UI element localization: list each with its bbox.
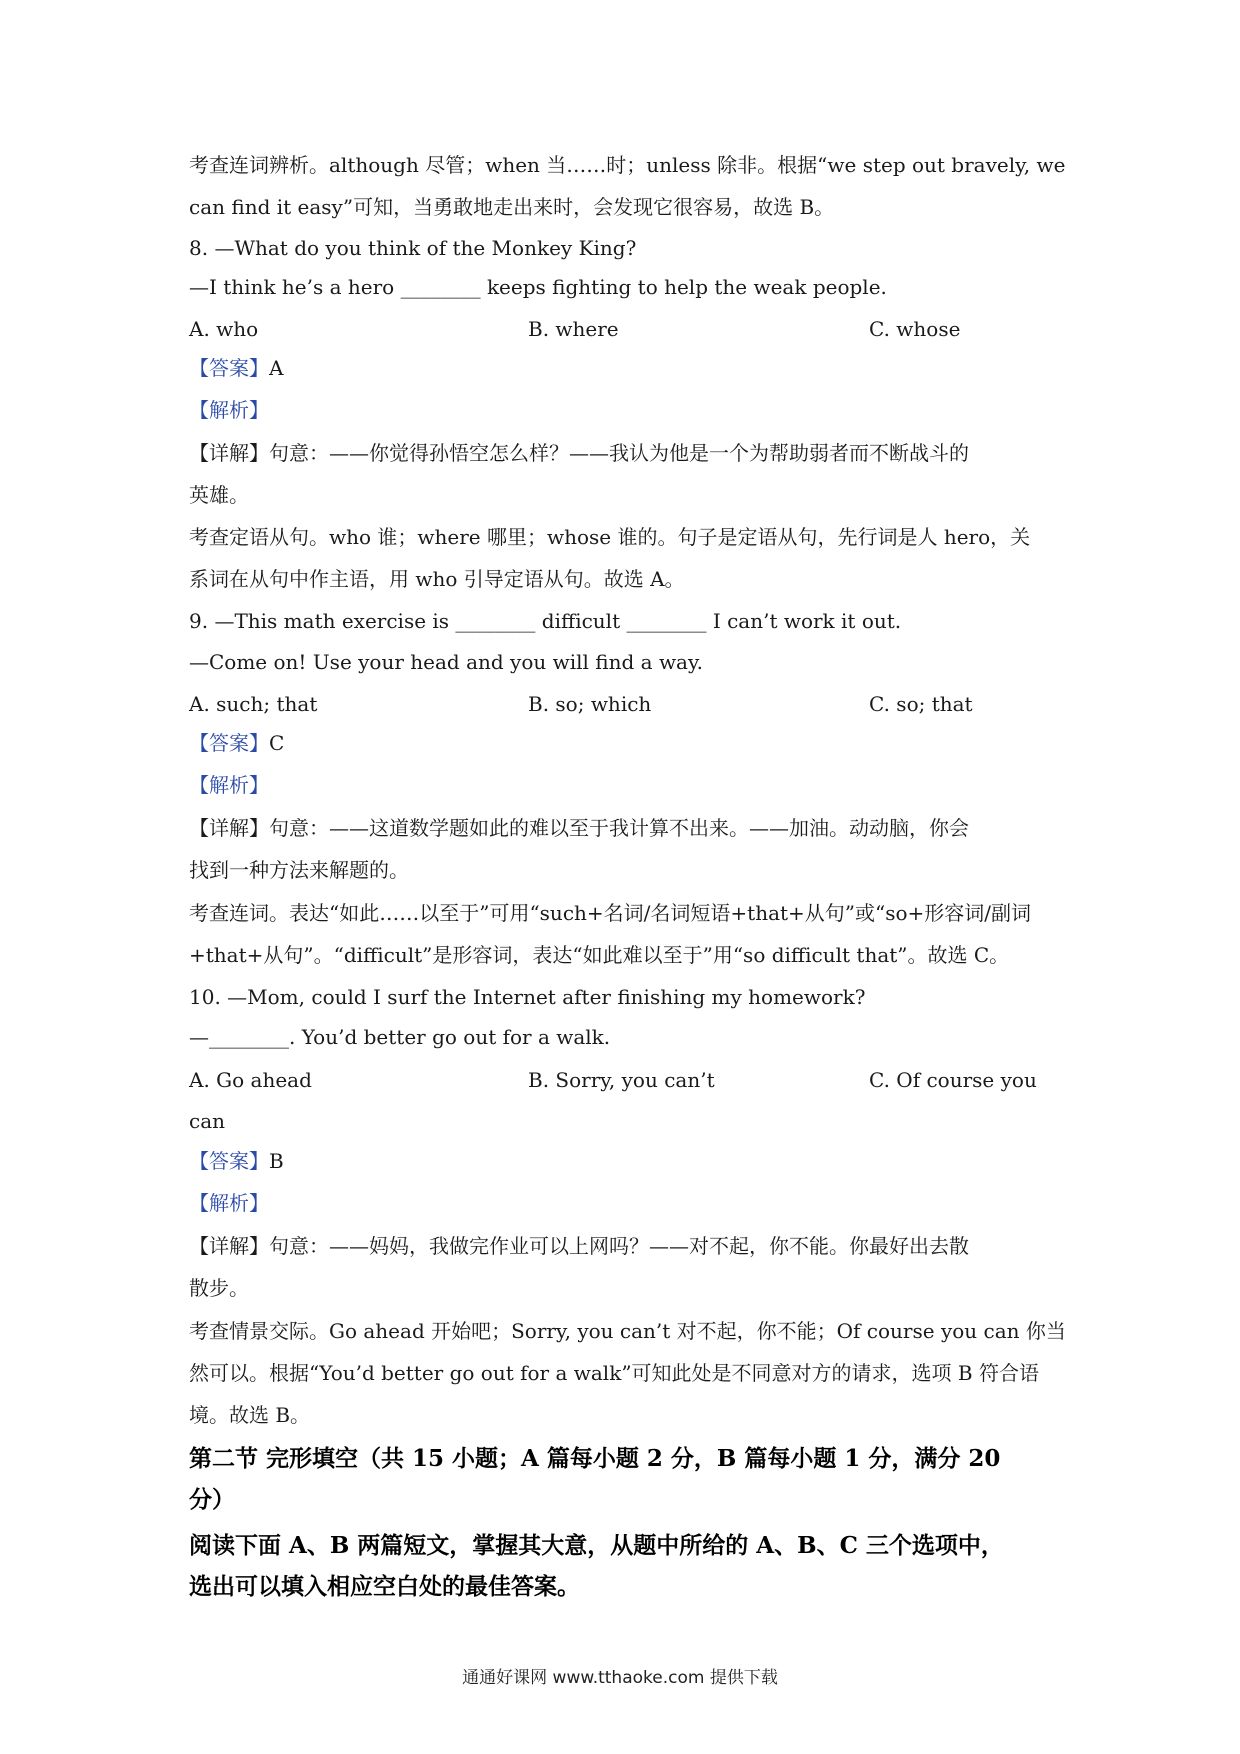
- answer-tag: 【答案】: [189, 731, 269, 755]
- q10-explanation-line1: 考查情景交际。Go ahead 开始吧；Sorry, you can’t 对不起，你不能；Of course you can 你当: [189, 1319, 1066, 1343]
- detail-tag: 【详解】: [189, 816, 269, 840]
- q9-question: 9. —This math exercise is ________ difficult ________ I can’t work it out.: [189, 609, 902, 633]
- section-heading-line2: 分）: [189, 1486, 235, 1513]
- q8-explanation-line2: 系词在从句中作主语，用 who 引导定语从句。故选 A。: [189, 567, 685, 591]
- q8-explanation-line1: 考查定语从句。who 谁；where 哪里；whose 谁的。句子是定语从句，先行词是人 hero，关: [189, 525, 1031, 549]
- section-instruction-line2: 选出可以填入相应空白处的最佳答案。: [189, 1573, 580, 1600]
- q7-explanation-line1: 考查连词辨析。although 尽管；when 当……时；unless 除非。根据“we step out bravely, we: [189, 153, 1066, 177]
- q10-option-a: A. Go ahead: [189, 1068, 312, 1092]
- q8-answer: [189, 354, 1069, 382]
- detail-tag: 【详解】: [189, 1234, 269, 1258]
- detail-text: 句意：——这道数学题如此的难以至于我计算不出来。——加油。动动脑，你会: [269, 816, 969, 840]
- detail-text: 句意：——妈妈，我做完作业可以上网吗？——对不起，你不能。你最好出去散: [269, 1234, 969, 1258]
- q8-detail-line2: 英雄。: [189, 483, 249, 507]
- q10-option-b: B. Sorry, you can’t: [528, 1068, 715, 1092]
- q7-explanation-line2: can find it easy”可知，当勇敢地走出来时，会发现它很容易，故选 B。: [189, 195, 835, 219]
- q9-detail-line2: 找到一种方法来解题的。: [189, 858, 409, 882]
- q10-answer: [189, 1147, 1069, 1175]
- q10-question: 10. —Mom, could I surf the Internet after finishing my homework?: [189, 985, 866, 1009]
- q9-analysis-tag: 【解析】: [189, 773, 269, 797]
- q10-question-line2: —________. You’d better go out for a walk.: [189, 1025, 611, 1049]
- q8-option-b: B. where: [528, 317, 619, 341]
- answer-value: B: [269, 1149, 284, 1173]
- q10-detail-line1: [189, 1232, 1069, 1260]
- q9-answer: [189, 729, 1069, 757]
- q10-analysis-tag: 【解析】: [189, 1191, 269, 1215]
- answer-tag: 【答案】: [189, 356, 269, 380]
- page-footer: 通通好课网 www.tthaoke.com 提供下载: [462, 1668, 778, 1688]
- q9-explanation-line2: +that+从句”。“difficult”是形容词，表达“如此难以至于”用“so difficult that”。故选 C。: [189, 943, 1010, 967]
- q10-option-c: C. Of course you: [869, 1068, 1037, 1092]
- q8-question-line2: —I think he’s a hero ________ keeps fighting to help the weak people.: [189, 275, 887, 299]
- q8-option-a: A. who: [189, 317, 259, 341]
- section-heading-line1: 第二节 完形填空（共 15 小题；A 篇每小题 2 分，B 篇每小题 1 分，满分 20: [189, 1445, 1001, 1472]
- answer-value: A: [269, 356, 284, 380]
- q8-option-c: C. whose: [869, 317, 961, 341]
- q8-question: 8. —What do you think of the Monkey King?: [189, 236, 637, 260]
- detail-text: 句意：——你觉得孙悟空怎么样？——我认为他是一个为帮助弱者而不断战斗的: [269, 441, 969, 465]
- q9-question-line2: —Come on! Use your head and you will find a way.: [189, 650, 703, 674]
- answer-value: C: [269, 731, 285, 755]
- section-instruction-line1: 阅读下面 A、B 两篇短文，掌握其大意，从题中所给的 A、B、C 三个选项中，: [189, 1532, 1004, 1559]
- q9-explanation-line1: 考查连词。表达“如此……以至于”可用“such+名词/名词短语+that+从句”或“so+形容词/副词: [189, 901, 1032, 925]
- q9-option-c: C. so; that: [869, 692, 973, 716]
- q10-explanation-line3: 境。故选 B。: [189, 1403, 311, 1427]
- detail-tag: 【详解】: [189, 441, 269, 465]
- q9-option-b: B. so; which: [528, 692, 652, 716]
- q10-explanation-line2: 然可以。根据“You’d better go out for a walk”可知此处是不同意对方的请求，选项 B 符合语: [189, 1361, 1039, 1385]
- q10-detail-line2: 散步。: [189, 1276, 249, 1300]
- q10-option-c-wrap: can: [189, 1109, 226, 1133]
- q8-detail-line1: [189, 439, 1069, 467]
- q8-analysis-tag: 【解析】: [189, 398, 269, 422]
- answer-tag: 【答案】: [189, 1149, 269, 1173]
- q9-option-a: A. such; that: [189, 692, 318, 716]
- q9-detail-line1: [189, 814, 1069, 842]
